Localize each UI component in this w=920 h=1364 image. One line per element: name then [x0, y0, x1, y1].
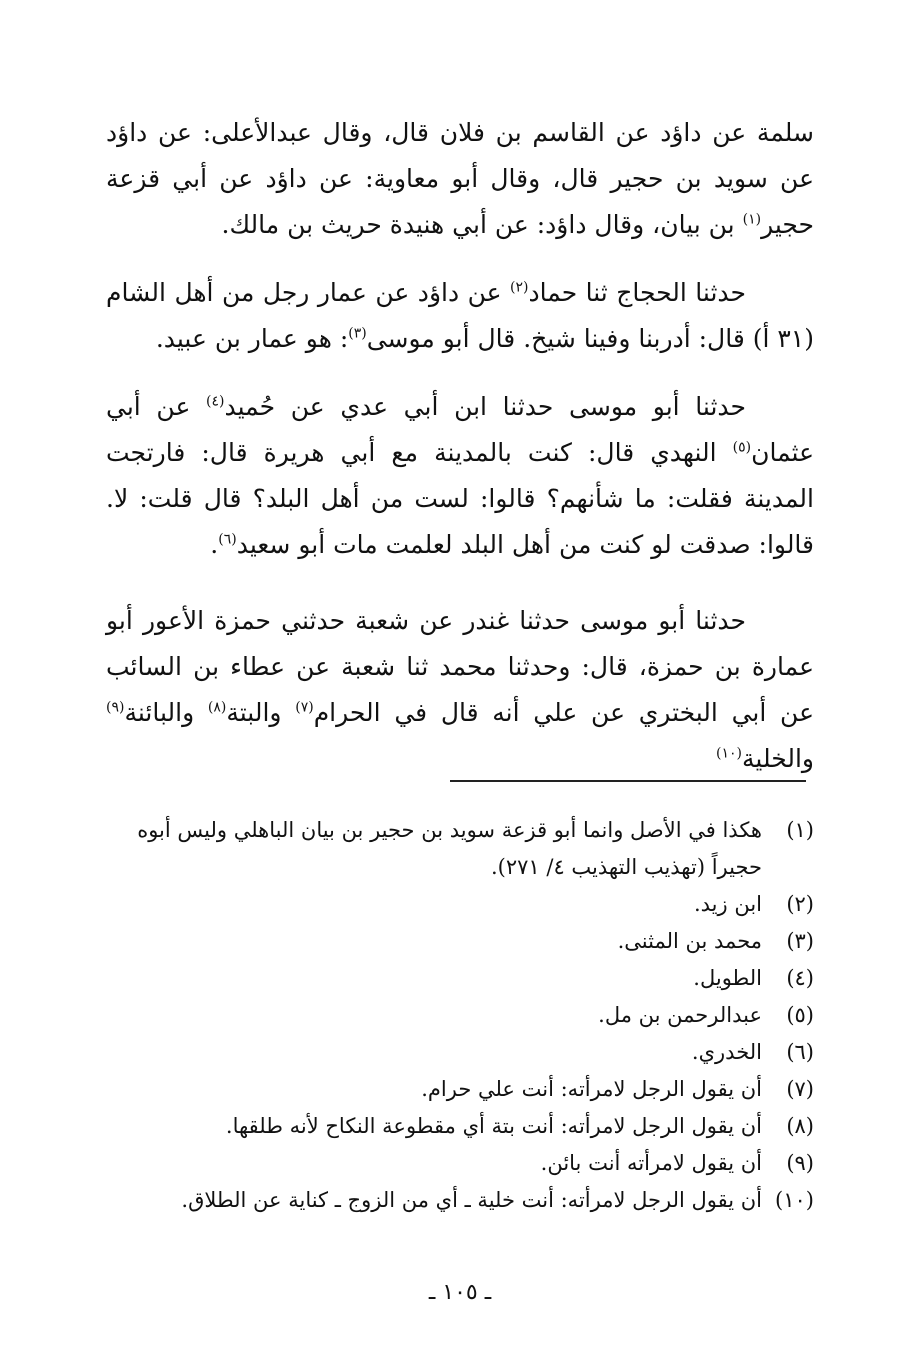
paragraph-text: : هو عمار بن عبيد. [155, 324, 349, 353]
footnote-ref: (٤) [206, 393, 225, 410]
page-number: ـ ١٠٥ ـ [428, 1280, 492, 1305]
footnote-ref: (٧) [295, 699, 314, 716]
footnote-number: (٩) [786, 1151, 814, 1175]
paragraph-text: والبائنة [124, 698, 208, 727]
footnotes [106, 812, 814, 1219]
footnote-text: الطويل. [693, 966, 762, 990]
footnote-number: (٥) [786, 1003, 814, 1027]
paragraph-3 [106, 384, 814, 568]
footnote-10 [106, 1182, 814, 1219]
footnote-2 [106, 886, 814, 923]
footnote-ref: (٢) [510, 279, 529, 296]
footnote-ref: (١٠) [716, 745, 742, 762]
paragraph-text: حدثنا أبو موسى حدثنا ابن أبي عدي عن حُميد [224, 392, 746, 421]
footnote-text: أن يقول الرجل لامرأته: أنت علي حرام. [421, 1077, 762, 1101]
paragraph-text: سلمة عن داؤد عن القاسم بن فلان قال، وقال عبدالأعلى: عن داؤد عن سويد بن حجير قال، وقال أبو معاوية: عن داؤد عن أبي قزعة حجير [106, 118, 814, 239]
footnote-text: هكذا في الأصل وانما أبو قزعة سويد بن حجير بن بيان الباهلي وليس أبوه حجيراً (تهذيب التهذيب ٤/ ٢٧١). [137, 818, 762, 879]
footnote-6 [106, 1034, 814, 1071]
paragraph-text: . [210, 530, 219, 559]
footnote-number: (٦) [786, 1040, 814, 1064]
paragraph-text: والخلية [742, 744, 814, 773]
footnote-number: (٤) [786, 966, 814, 990]
paragraph-1 [106, 110, 814, 248]
footnote-number: (٨) [786, 1114, 814, 1138]
footnote-1 [106, 812, 814, 886]
paragraph-4 [106, 598, 814, 782]
footnote-ref: (٩) [106, 699, 125, 716]
paragraph-text: النهدي قال: كنت بالمدينة مع أبي هريرة قال: فارتجت المدينة فقلت: ما شأنهم؟ قالوا: لست من أهل البلد؟ قال قلت: لا. قالوا: صدقت لو كنت من أهل البلد لعلمت مات أبو سعيد [106, 438, 814, 559]
footnote-number: (٣) [786, 929, 814, 953]
footnote-text: أن يقول الرجل لامرأته: أنت خلية ـ أي من الزوج ـ كناية عن الطلاق. [181, 1188, 762, 1212]
footnote-ref: (٦) [218, 531, 237, 548]
footnote-ref: (٨) [207, 699, 227, 716]
footnote-5 [106, 997, 814, 1034]
footnote-8 [106, 1108, 814, 1145]
paragraph-2 [106, 270, 814, 362]
footnote-divider [450, 780, 806, 782]
paragraph-text: حدثنا الحجاج ثنا حماد [528, 278, 746, 307]
footnote-number: (١) [786, 818, 814, 842]
footnote-4 [106, 960, 814, 997]
footnote-text: الخدري. [691, 1040, 762, 1064]
footnote-text: ابن زيد. [693, 892, 762, 916]
footnote-number: (٢) [786, 892, 814, 916]
footnote-text: عبدالرحمن بن مل. [598, 1003, 762, 1027]
footnote-text: أن يقول لامرأته أنت بائن. [540, 1151, 762, 1175]
footnote-number: (١٠) [775, 1188, 814, 1212]
footnote-text: محمد بن المثنى. [617, 929, 762, 953]
footnote-ref: (٥) [732, 439, 752, 456]
footnote-text: أن يقول الرجل لامرأته: أنت بتة أي مقطوعة النكاح لأنه طلقها. [225, 1114, 762, 1138]
paragraph-text: عن داؤد عن عمار رجل من أهل الشام (٣١ أ) قال: أدربنا وفينا شيخ. قال أبو موسى [106, 278, 814, 353]
footnote-3 [106, 923, 814, 960]
footnote-9 [106, 1145, 814, 1182]
main-text [106, 110, 814, 804]
footnote-7 [106, 1071, 814, 1108]
footnote-ref: (١) [742, 211, 762, 228]
paragraph-text: حدثنا أبو موسى حدثنا غندر عن شعبة حدثني حمزة الأعور أبو عمارة بن حمزة، قال: وحدثنا محمد ثنا شعبة عن عطاء بن السائب عن أبي البختري عن علي أنه قال في الحرام [106, 606, 815, 727]
paragraph-text: عن أبي عثمان [106, 392, 814, 467]
paragraph-text: بن بيان، وقال داؤد: عن أبي هنيدة حريث بن مالك. [221, 210, 743, 239]
footnote-ref: (٣) [348, 325, 367, 342]
footnote-number: (٧) [786, 1077, 814, 1101]
paragraph-text: والبتة [226, 698, 296, 727]
